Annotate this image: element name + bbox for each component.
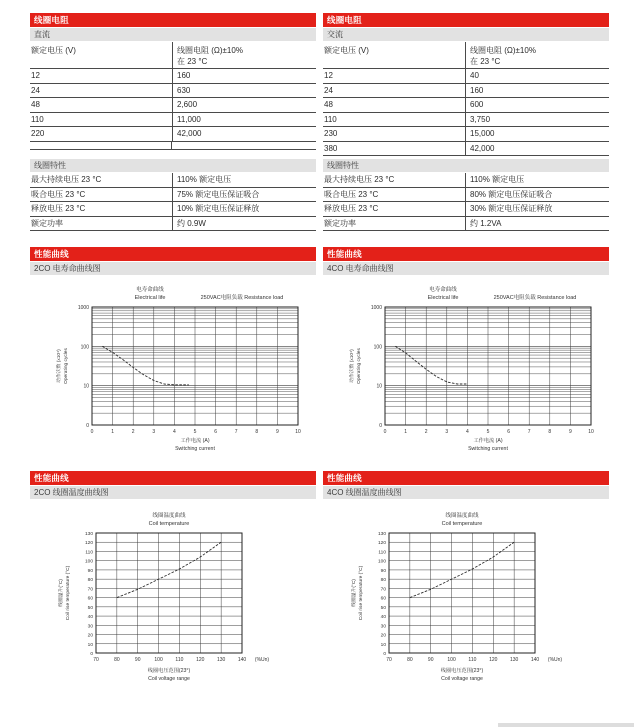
svg-text:250VAC电阻负载 Resistance load: 250VAC电阻负载 Resistance load (493, 295, 577, 301)
column-header-voltage: 额定电压 (V) (324, 46, 369, 55)
table-cell: 48 (31, 100, 40, 109)
svg-text:7: 7 (234, 429, 238, 435)
svg-text:8: 8 (548, 429, 552, 435)
svg-text:线圈温升(°C): 线圈温升(°C) (352, 579, 357, 607)
svg-text:Coil rise temperature (°C): Coil rise temperature (°C) (66, 565, 71, 621)
svg-text:20: 20 (380, 633, 386, 639)
svg-text:线圈温升(°C): 线圈温升(°C) (59, 579, 64, 607)
table-cell: 3,750 (465, 113, 605, 127)
table-row (30, 69, 316, 84)
table-row (30, 84, 316, 99)
table-cell: 80% 额定电压保证吸合 (465, 188, 605, 202)
table-cell: 2,600 (172, 98, 312, 112)
table-body (30, 69, 316, 142)
table-row (30, 98, 316, 113)
column-header-resistance: 线圈电阻 (Ω)±10% 在 23 °C (172, 42, 316, 68)
table-row (323, 127, 609, 142)
svg-text:动作次数 (x10⁴): 动作次数 (x10⁴) (350, 349, 355, 383)
svg-text:120: 120 (196, 657, 205, 663)
svg-text:Coil temperature: Coil temperature (148, 521, 190, 527)
svg-text:90: 90 (87, 568, 93, 574)
section-subheader: 4CO 线圈温度曲线图 (323, 486, 609, 499)
svg-text:5: 5 (193, 429, 197, 435)
svg-text:8: 8 (255, 429, 259, 435)
section-header: 性能曲线 (323, 471, 609, 485)
svg-text:Coil voltage range: Coil voltage range (441, 676, 483, 682)
svg-text:110: 110 (468, 657, 477, 663)
svg-text:0: 0 (383, 429, 387, 435)
svg-text:110: 110 (378, 550, 386, 556)
svg-text:40: 40 (87, 615, 93, 621)
svg-text:10: 10 (588, 429, 594, 435)
svg-text:100: 100 (373, 344, 382, 351)
svg-text:9: 9 (569, 429, 572, 435)
table-cell: 160 (465, 84, 605, 98)
table-row (30, 217, 316, 232)
page-corner-artifact (498, 723, 634, 727)
svg-text:1: 1 (111, 429, 114, 435)
svg-text:40: 40 (380, 615, 386, 621)
table-row (30, 173, 316, 188)
svg-text:100: 100 (80, 344, 89, 351)
svg-text:5: 5 (486, 429, 490, 435)
svg-text:120: 120 (84, 541, 93, 547)
table-cell: 110 (31, 114, 44, 124)
svg-text:10: 10 (87, 642, 93, 648)
table-cell: 42,000 (465, 142, 605, 156)
svg-text:50: 50 (87, 605, 93, 611)
table-stub-row (30, 142, 316, 150)
svg-text:Coil rise temperature (°C): Coil rise temperature (°C) (359, 565, 364, 621)
svg-text:0: 0 (379, 423, 382, 429)
svg-text:80: 80 (114, 657, 120, 663)
table-cell: 吸合电压 23 °C (31, 189, 86, 199)
svg-text:70: 70 (380, 587, 386, 593)
svg-text:(%Un): (%Un) (254, 657, 270, 663)
chart-electrical-life-2co (48, 283, 316, 459)
svg-text:70: 70 (386, 657, 392, 663)
table-row (323, 69, 609, 84)
svg-text:100: 100 (84, 559, 93, 565)
svg-text:100: 100 (377, 559, 386, 565)
table-cell: 吸合电压 23 °C (324, 189, 379, 199)
svg-text:30: 30 (380, 624, 386, 630)
table-row (323, 98, 609, 113)
table-cell: 110% 额定电压 (465, 173, 605, 187)
table-row (323, 173, 609, 188)
svg-text:80: 80 (87, 578, 93, 584)
section-subheader: 线圈特性 (323, 159, 609, 172)
svg-text:Operating cycles: Operating cycles (64, 348, 69, 384)
table-row (30, 202, 316, 217)
svg-text:线圈电压范围(23°): 线圈电压范围(23°) (147, 668, 191, 674)
svg-text:工作电流 (A): 工作电流 (A) (473, 438, 503, 444)
svg-text:Operating cycles: Operating cycles (357, 348, 362, 384)
table-cell: 75% 额定电压保证吸合 (172, 188, 312, 202)
svg-text:电寿命曲线: 电寿命曲线 (429, 287, 457, 293)
table-cell: 42,000 (172, 127, 312, 141)
svg-text:1000: 1000 (77, 305, 89, 311)
svg-text:10: 10 (295, 429, 301, 435)
table-cell: 30% 额定电压保证释放 (465, 202, 605, 216)
svg-text:0: 0 (383, 652, 386, 657)
table-cell: 380 (324, 143, 338, 153)
svg-text:80: 80 (380, 578, 386, 584)
svg-text:(%Un): (%Un) (547, 657, 563, 663)
svg-text:1000: 1000 (370, 305, 382, 311)
svg-text:0: 0 (90, 429, 94, 435)
table-cell: 40 (465, 69, 605, 83)
table-row (323, 217, 609, 232)
section-header: 线圈电阻 (323, 13, 609, 27)
coil-resistance-ac-section (323, 13, 609, 238)
svg-text:20: 20 (87, 633, 93, 639)
performance-temp-2co-section (30, 471, 316, 705)
svg-text:110: 110 (85, 550, 93, 556)
table-cell: 额定功率 (31, 218, 63, 228)
svg-text:Switching current: Switching current (175, 446, 215, 452)
performance-life-4co-section (323, 247, 609, 459)
table-header-row (30, 42, 316, 69)
table-cell: 约 0.9W (172, 217, 312, 231)
section-header: 线圈电阻 (30, 13, 316, 27)
svg-text:线圈温度曲线: 线圈温度曲线 (445, 513, 479, 519)
svg-text:110: 110 (175, 657, 184, 663)
table-cell: 110% 额定电压 (172, 173, 312, 187)
table-body (323, 69, 609, 156)
table-cell: 24 (324, 85, 333, 95)
table-cell: 15,000 (465, 127, 605, 141)
svg-text:2: 2 (131, 429, 135, 435)
coil-resistance-ac-table (323, 42, 609, 156)
svg-text:130: 130 (84, 532, 93, 537)
table-cell: 释放电压 23 °C (31, 204, 86, 213)
column-header-voltage: 额定电压 (V) (31, 46, 76, 55)
table-row (323, 113, 609, 128)
section-subheader: 线圈特性 (30, 159, 316, 172)
svg-text:0: 0 (86, 423, 89, 429)
table-row (323, 142, 609, 157)
svg-text:Coil temperature: Coil temperature (441, 521, 483, 527)
section-subheader: 2CO 线圈温度曲线图 (30, 486, 316, 499)
table-cell: 最大持续电压 23 °C (31, 175, 102, 184)
chart-coil-temperature-4co (343, 507, 609, 705)
table-row (30, 188, 316, 203)
section-header: 性能曲线 (323, 247, 609, 261)
svg-text:Coil voltage range: Coil voltage range (148, 676, 190, 682)
section-subheader: 4CO 电寿命曲线图 (323, 262, 609, 275)
section-subheader: 直流 (30, 28, 316, 41)
svg-text:4: 4 (466, 429, 469, 435)
svg-text:70: 70 (87, 587, 93, 593)
table-header-row (323, 42, 609, 69)
svg-text:3: 3 (152, 429, 156, 435)
section-header: 性能曲线 (30, 247, 316, 261)
svg-text:线圈温度曲线: 线圈温度曲线 (152, 513, 186, 519)
svg-text:9: 9 (276, 429, 279, 435)
svg-text:50: 50 (380, 605, 386, 611)
column-header-resistance: 线圈电阻 (Ω)±10% 在 23 °C (465, 42, 609, 68)
svg-text:动作次数 (x10⁴): 动作次数 (x10⁴) (57, 349, 62, 383)
svg-text:90: 90 (134, 657, 141, 663)
table-cell: 110 (324, 114, 337, 124)
table-row (30, 113, 316, 128)
section-header: 性能曲线 (30, 471, 316, 485)
svg-text:70: 70 (93, 657, 99, 663)
svg-text:3: 3 (445, 429, 449, 435)
svg-text:0: 0 (90, 652, 93, 657)
svg-text:工作电流 (A): 工作电流 (A) (180, 438, 210, 444)
table-row (323, 84, 609, 99)
table-cell: 24 (31, 85, 40, 95)
svg-text:10: 10 (83, 383, 89, 390)
svg-text:2: 2 (424, 429, 428, 435)
table-cell: 230 (324, 129, 338, 138)
section-subheader: 2CO 电寿命曲线图 (30, 262, 316, 275)
table-cell: 600 (465, 98, 605, 112)
svg-text:90: 90 (380, 568, 386, 574)
table-cell: 630 (172, 84, 312, 98)
svg-text:30: 30 (87, 624, 93, 630)
svg-text:7: 7 (527, 429, 531, 435)
section-subheader: 交流 (323, 28, 609, 41)
table-cell: 12 (324, 71, 333, 80)
svg-text:90: 90 (427, 657, 434, 663)
table-row (323, 202, 609, 217)
table-row (30, 127, 316, 142)
svg-text:6: 6 (507, 429, 510, 435)
svg-text:140: 140 (237, 657, 247, 663)
svg-text:60: 60 (87, 596, 93, 602)
performance-life-2co-section (30, 247, 316, 459)
table-cell: 11,000 (172, 113, 312, 127)
svg-text:Switching current: Switching current (468, 446, 508, 452)
table-cell: 释放电压 23 °C (324, 204, 379, 213)
table-body (30, 173, 316, 231)
svg-text:Electrical life: Electrical life (134, 295, 166, 301)
svg-text:Electrical life: Electrical life (427, 295, 459, 301)
svg-text:250VAC电阻负载 Resistance load: 250VAC电阻负载 Resistance load (200, 295, 284, 301)
svg-text:60: 60 (380, 596, 386, 602)
svg-text:电寿命曲线: 电寿命曲线 (136, 287, 164, 293)
chart-electrical-life-4co (341, 283, 609, 459)
table-cell: 最大持续电压 23 °C (324, 175, 395, 184)
chart-coil-temperature-2co (50, 507, 316, 705)
svg-text:130: 130 (509, 657, 519, 663)
table-cell: 12 (31, 71, 40, 80)
svg-text:100: 100 (447, 657, 456, 663)
table-cell: 220 (31, 129, 45, 138)
coil-resistance-dc-section (30, 13, 316, 238)
svg-text:100: 100 (154, 657, 163, 663)
svg-text:1: 1 (404, 429, 407, 435)
coil-characteristics-dc-section (30, 159, 316, 231)
svg-text:130: 130 (216, 657, 226, 663)
svg-text:6: 6 (214, 429, 217, 435)
svg-text:120: 120 (489, 657, 498, 663)
svg-text:140: 140 (530, 657, 540, 663)
table-body (323, 173, 609, 231)
table-cell: 48 (324, 100, 333, 109)
svg-text:10: 10 (376, 383, 382, 390)
table-row (323, 188, 609, 203)
table-cell: 160 (172, 69, 312, 83)
svg-text:10: 10 (380, 642, 386, 648)
table-cell: 10% 额定电压保证释放 (172, 202, 312, 216)
svg-text:80: 80 (407, 657, 413, 663)
coil-resistance-dc-table (30, 42, 316, 150)
table-cell: 约 1.2VA (465, 217, 605, 231)
svg-text:线圈电压范围(23°): 线圈电压范围(23°) (440, 668, 484, 674)
performance-temp-4co-section (323, 471, 609, 705)
svg-text:120: 120 (377, 541, 386, 547)
svg-text:130: 130 (377, 532, 386, 537)
coil-characteristics-ac-section (323, 159, 609, 231)
table-cell: 额定功率 (324, 218, 356, 228)
svg-text:4: 4 (173, 429, 176, 435)
